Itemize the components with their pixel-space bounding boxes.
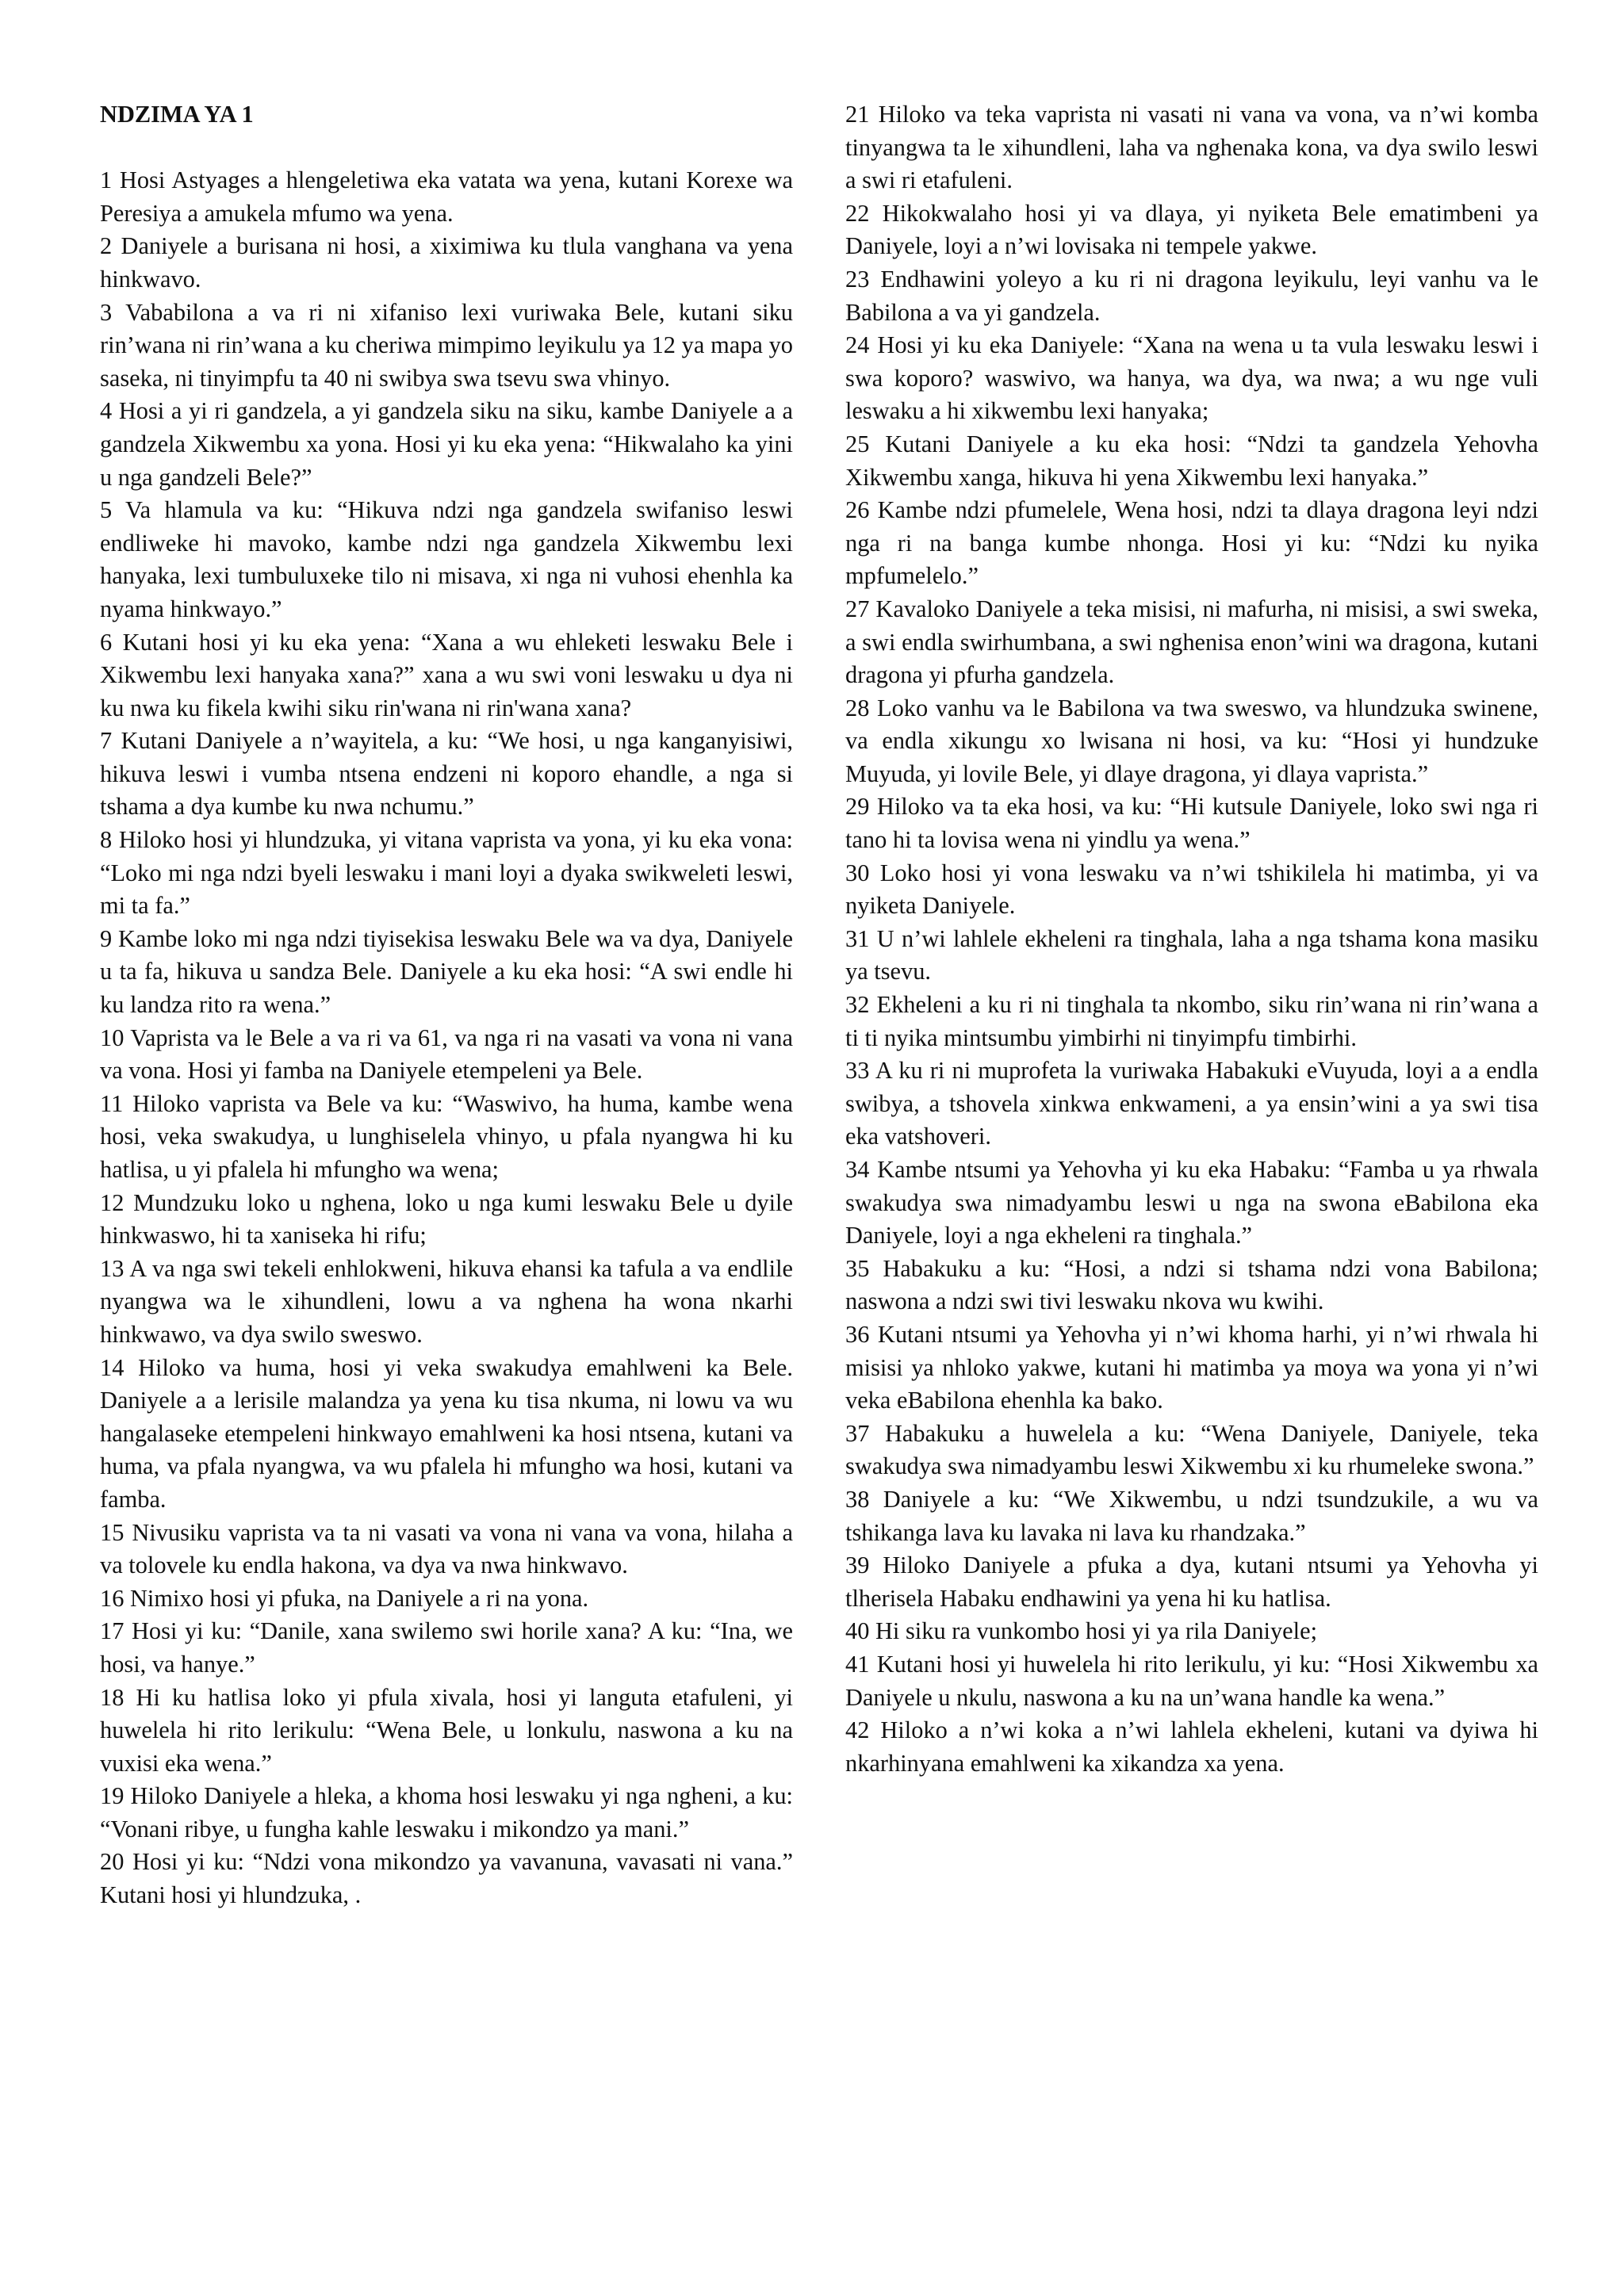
- chapter-title: NDZIMA YA 1: [100, 101, 254, 128]
- verse-paragraph: 10 Vaprista va le Bele a va ri va 61, va nga ri na vasati va vona ni vana va vona. Hosi yi famba na Daniyele etempeleni ya Bele.: [100, 1024, 793, 1085]
- verse-paragraph: 27 Kavaloko Daniyele a teka misisi, ni mafurha, ni misisi, a swi sweka, a swi endla swirhumbana, a swi nghenisa enon’wini wa dragona, kutani dragona yi pfurha gandzela.: [845, 595, 1538, 689]
- verse-paragraph: 7 Kutani Daniyele a n’wayitela, a ku: “We hosi, u nga kanganyisiwi, hikuva leswi i vumba ntsena endzeni ni koporo ehandle, a nga si tshama a dya kumbe ku nwa nchumu.”: [100, 727, 793, 821]
- verse-paragraph: 21 Hiloko va teka vaprista ni vasati ni vana va vona, va n’wi komba tinyangwa ta le xihundleni, laha va nghenaka kona, va dya swilo leswi a swi ri etafuleni.: [845, 101, 1538, 194]
- left-column: [100, 98, 793, 1912]
- verse-paragraph: 5 Va hlamula va ku: “Hikuva ndzi nga gandzela swifaniso leswi endliweke hi mavoko, kambe ndzi nga gandzela Xikwembu lexi hanyaka, lexi tumbuluxeke tilo ni misava, xi nga ni vuhosi ehenhla ka nyama hinkwayo.”: [100, 496, 793, 622]
- verse-paragraph: 32 Ekheleni a ku ri ni tinghala ta nkombo, siku rin’wana ni rin’wana a ti ti nyika mintsumbu yimbirhi ni tinyimpfu timbirhi.: [845, 991, 1538, 1051]
- verse-paragraph: 41 Kutani hosi yi huwelela hi rito lerikulu, yi ku: “Hosi Xikwembu xa Daniyele u nkulu, naswona a ku na un’wana handle ka wena.”: [845, 1650, 1538, 1711]
- verse-paragraph: 14 Hiloko va huma, hosi yi veka swakudya emahlweni ka Bele. Daniyele a a lerisile malandza ya yena ku tisa nkuma, ni lowu va wu hangalaseke etempeleni hinkwayo emahlweni ka hosi ntsena, kutani va huma, va pfala nyangwa, va wu pfalela hi mfungho wa hosi, kutani va famba.: [100, 1353, 793, 1513]
- verse-paragraph: 34 Kambe ntsumi ya Yehovha yi ku eka Habaku: “Famba u ya rhwala swakudya swa nimadyambu leswi u nga na swona eBabilona eka Daniyele, loyi a nga ekheleni ra tinghala.”: [845, 1156, 1538, 1249]
- verse-paragraph: 22 Hikokwalaho hosi yi va dlaya, yi nyiketa Bele ematimbeni ya Daniyele, loyi a n’wi lovisaka ni tempele yakwe.: [845, 199, 1538, 260]
- verse-paragraph: 9 Kambe loko mi nga ndzi tiyisekisa leswaku Bele wa va dya, Daniyele u ta fa, hikuva u sandza Bele. Daniyele a ku eka hosi: “A swi endle hi ku landza rito ra wena.”: [100, 924, 793, 1019]
- verse-paragraph: 12 Mundzuku loko u nghena, loko u nga kumi leswaku Bele u dyile hinkwaswo, hi ta xaniseka hi rifu;: [100, 1188, 793, 1249]
- right-column: [845, 98, 1538, 1780]
- verse-paragraph: 31 U n’wi lahlele ekheleni ra tinghala, laha a nga tshama kona masiku ya tsevu.: [845, 924, 1538, 985]
- verse-paragraph: 1 Hosi Astyages a hlengeletiwa eka vatata wa yena, kutani Korexe wa Peresiya a amukela mfumo wa yena.: [100, 166, 793, 227]
- verse-paragraph: 35 Habakuku a ku: “Hosi, a ndzi si tshama ndzi vona Babilona; naswona a ndzi swi tivi leswaku nkova wu kwihi.: [845, 1254, 1538, 1315]
- verse-paragraph: 36 Kutani ntsumi ya Yehovha yi n’wi khoma harhi, yi n’wi rhwala hi misisi ya nhloko yakwe, kutani hi matimba ya moya wa yona yi n’wi veka eBabilona ehenhla ka bako.: [845, 1320, 1538, 1414]
- verse-paragraph: 38 Daniyele a ku: “We Xikwembu, u ndzi tsundzukile, a wu va tshikanga lava ku lavaka ni lava ku rhandzaka.”: [845, 1485, 1538, 1546]
- verse-paragraph: 23 Endhawini yoleyo a ku ri ni dragona leyikulu, leyi vanhu va le Babilona a va yi gandzela.: [845, 265, 1538, 326]
- verse-paragraph: 16 Nimixo hosi yi pfuka, na Daniyele a ri na yona.: [100, 1584, 589, 1612]
- verse-paragraph: 37 Habakuku a huwelela a ku: “Wena Daniyele, Daniyele, teka swakudya swa nimadyambu leswi Xikwembu xi ku rhumeleke swona.”: [845, 1419, 1538, 1480]
- verse-paragraph: 11 Hiloko vaprista va Bele va ku: “Waswivo, ha huma, kambe wena hosi, veka swakudya, u lunghiselela vhinyo, u pfala nyangwa hi ku hatlisa, u yi pfalela hi mfungho wa wena;: [100, 1089, 793, 1183]
- verse-paragraph: 19 Hiloko Daniyele a hleka, a khoma hosi leswaku yi nga ngheni, a ku: “Vonani ribye, u fungha kahle leswaku i mikondzo ya mani.”: [100, 1782, 793, 1843]
- verse-paragraph: 40 Hi siku ra vunkombo hosi yi ya rila Daniyele;: [845, 1617, 1318, 1645]
- verse-paragraph: 29 Hiloko va ta eka hosi, va ku: “Hi kutsule Daniyele, loko swi nga ri tano hi ta lovisa wena ni yindlu ya wena.”: [845, 793, 1538, 854]
- verse-paragraph: 2 Daniyele a burisana ni hosi, a xiximiwa ku tlula vanghana va yena hinkwavo.: [100, 232, 793, 293]
- verse-paragraph: 24 Hosi yi ku eka Daniyele: “Xana na wena u ta vula leswaku leswi i swa koporo? waswivo, wa hanya, wa dya, wa nwa; a wu nge vuli leswaku a hi xikwembu lexi hanyaka;: [845, 331, 1538, 425]
- verse-paragraph: 4 Hosi a yi ri gandzela, a yi gandzela siku na siku, kambe Daniyele a a gandzela Xikwembu xa yona. Hosi yi ku eka yena: “Hikwalaho ka yini u nga gandzeli Bele?”: [100, 397, 793, 491]
- verse-paragraph: 42 Hiloko a n’wi koka a n’wi lahlela ekheleni, kutani va dyiwa hi nkarhinyana emahlweni ka xikandza xa yena.: [845, 1716, 1538, 1777]
- verse-paragraph: 33 A ku ri ni muprofeta la vuriwaka Habakuki eVuyuda, loyi a a endla swibya, a tshovela xinkwa enkwameni, a ya ensin’wini a ya swi tisa eka vatshoveri.: [845, 1057, 1538, 1150]
- verse-paragraph: 3 Vababilona a va ri ni xifaniso lexi vuriwaka Bele, kutani siku rin’wana ni rin’wana a ku cheriwa mimpimo leyikulu ya 12 ya mapa yo saseka, ni tinyimpfu ta 40 ni swibya swa tsevu swa vhinyo.: [100, 298, 793, 392]
- verse-paragraph: 39 Hiloko Daniyele a pfuka a dya, kutani ntsumi ya Yehovha yi tlherisela Habaku endhawini ya yena hi ku hatlisa.: [845, 1552, 1538, 1612]
- verse-paragraph: 28 Loko vanhu va le Babilona va twa sweswo, va hlundzuka swinene, va endla xikungu xo lwisana ni hosi, va ku: “Hosi yi hundzuke Muyuda, yi lovile Bele, yi dlaye dragona, yi dlaya vaprista.”: [845, 694, 1538, 787]
- verse-paragraph: 6 Kutani hosi yi ku eka yena: “Xana a wu ehleketi leswaku Bele i Xikwembu lexi hanyaka xana?” xana a wu swi voni leswaku u dya ni ku nwa ku fikela kwihi siku rin'wana ni rin'wana xana?: [100, 628, 793, 721]
- verse-paragraph: 26 Kambe ndzi pfumelele, Wena hosi, ndzi ta dlaya dragona leyi ndzi nga ri na banga kumbe nhonga. Hosi yi ku: “Ndzi ku nyika mpfumelelo.”: [845, 496, 1538, 590]
- verse-paragraph: 17 Hosi yi ku: “Danile, xana swilemo swi horile xana? A ku: “Ina, we hosi, va hanye.”: [100, 1617, 793, 1678]
- verse-paragraph: 13 A va nga swi tekeli enhlokweni, hikuva ehansi ka tafula a va endlile nyangwa wa le xihundleni, lowu a va nghena ha wona nkarhi hinkwawo, va dya swilo sweswo.: [100, 1254, 793, 1348]
- verse-paragraph: 8 Hiloko hosi yi hlundzuka, yi vitana vaprista va yona, yi ku eka vona: “Loko mi nga ndzi byeli leswaku i mani loyi a dyaka swikweleti leswi, mi ta fa.”: [100, 826, 793, 920]
- verse-paragraph: 15 Nivusiku vaprista va ta ni vasati va vona ni vana va vona, hilaha a va tolovele ku endla hakona, va dya va nwa hinkwavo.: [100, 1518, 793, 1579]
- verse-paragraph: 20 Hosi yi ku: “Ndzi vona mikondzo ya vavanuna, vavasati ni vana.” Kutani hosi yi hlundzuka, .: [100, 1848, 793, 1909]
- verse-paragraph: 25 Kutani Daniyele a ku eka hosi: “Ndzi ta gandzela Yehovha Xikwembu xanga, hikuva hi yena Xikwembu lexi hanyaka.”: [845, 430, 1538, 491]
- verse-paragraph: 18 Hi ku hatlisa loko yi pfula xivala, hosi yi languta etafuleni, yi huwelela hi rito lerikulu: “Wena Bele, u lonkulu, naswona a ku na vuxisi eka wena.”: [100, 1683, 793, 1777]
- verse-paragraph: 30 Loko hosi yi vona leswaku va n’wi tshikilela hi matimba, yi va nyiketa Daniyele.: [845, 859, 1538, 920]
